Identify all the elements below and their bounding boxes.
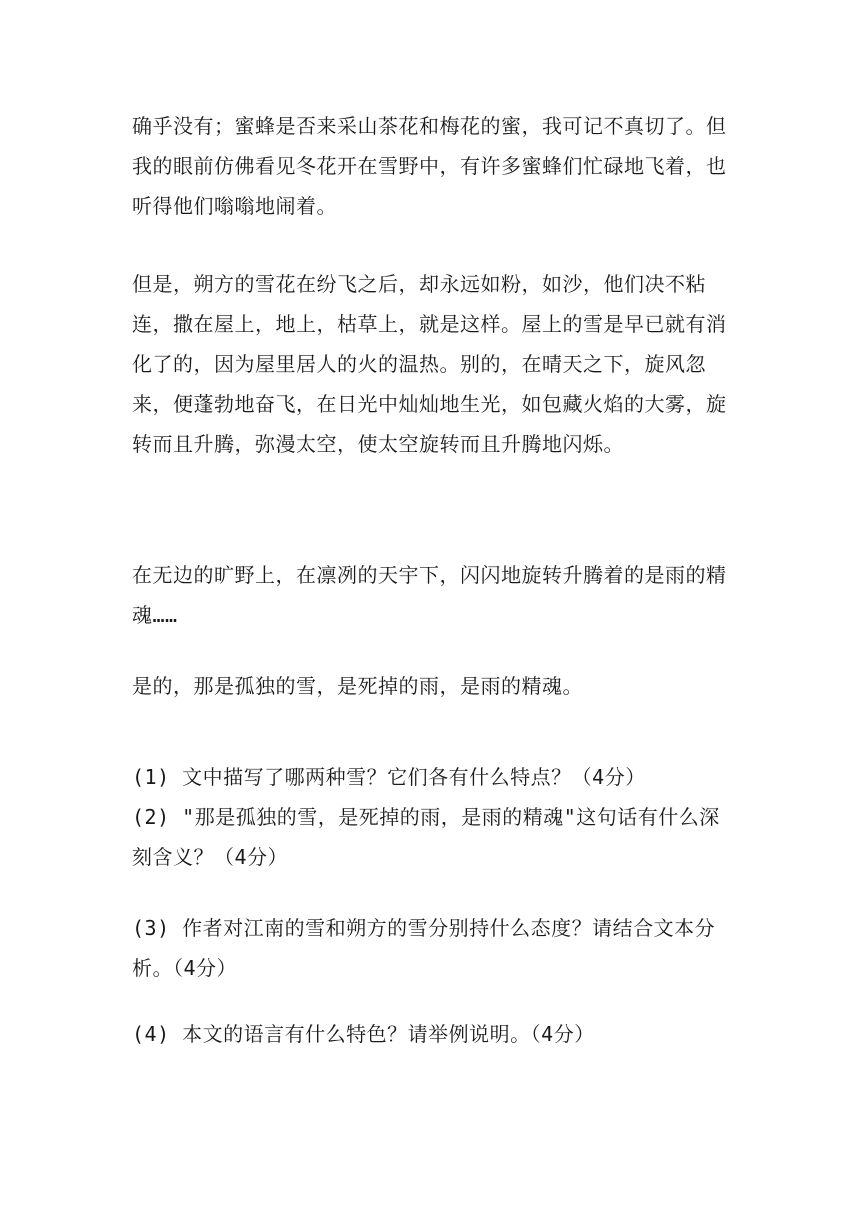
paragraph-bees: 确乎没有；蜜蜂是否来采山茶花和梅花的蜜，我可记不真切了。但我的眼前仿佛看见冬花开在雪野中，有许多蜜蜂们忙碌地飞着，也听得他们嗡嗡地闹着。 (132, 114, 727, 218)
question-2: (2) "那是孤独的雪，是死掉的雨，是雨的精魂"这句话有什么深刻含义？（4分） (132, 805, 720, 869)
paragraph-conclusion: 是的，那是孤独的雪，是死掉的雨，是雨的精魂。 (132, 674, 583, 698)
question-3: (3) 作者对江南的雪和朔方的雪分别持什么态度？请结合文本分析。（4分） (132, 916, 716, 980)
question-4: (4) 本文的语言有什么特色？请举例说明。（4分） (132, 1022, 595, 1046)
paragraph-northern-snow: 但是，朔方的雪花在纷飞之后，却永远如粉，如沙，他们决不粘连，撒在屋上，地上，枯草上，就是这样。屋上的雪是早已就有消化了的，因为屋里居人的火的温热。别的，在晴天之下，旋风忽来，便蓬勃地奋飞，在日光中灿灿地生光，如包藏火焰的大雾，旋转而且升腾，弥漫太空，使太空旋转而且升腾地闪烁。 (132, 272, 727, 456)
question-1: (1) 文中描写了哪两种雪？它们各有什么特点？（4分） (132, 765, 646, 789)
paragraph-wilderness: 在无边的旷野上，在凛冽的天宇下，闪闪地旋转升腾着的是雨的精魂…… (132, 563, 727, 627)
